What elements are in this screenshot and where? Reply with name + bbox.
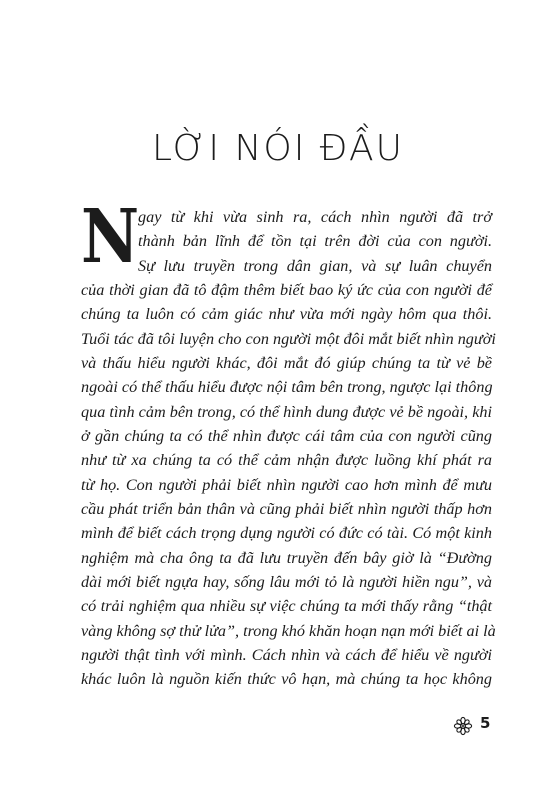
page-number: 5 xyxy=(480,714,491,732)
text-line: vàng không sợ thử lửa”, trong khó khăn hoạn nạn mới biết ai là xyxy=(81,622,496,640)
text-line: ở gần chúng ta có thể nhìn được cái tâm của con người cũng xyxy=(81,427,492,445)
text-line: cầu phát triển bản thân và cũng phải biết nhìn người thấp hơn xyxy=(81,500,492,518)
text-line: của thời gian đã tô đậm thêm biết bao ký ức của con người để xyxy=(81,281,492,299)
text-line: gay từ khi vừa sinh ra, cách nhìn người đã trở xyxy=(138,208,492,226)
text-line: như từ xa chúng ta có thể cảm nhận được luồng khí phát ra xyxy=(81,451,492,469)
text-line: có trải nghiệm qua nhiều sự việc chúng ta mới thấy rằng “thật xyxy=(81,597,492,615)
text-line: ngoài có thể thấu hiểu được nội tâm bên trong, ngược lại thông xyxy=(81,378,493,396)
flower-ornament-icon xyxy=(453,716,473,736)
text-line: Sự lưu truyền trong dân gian, và sự luân chuyển xyxy=(138,257,492,275)
text-line: thành bản lĩnh để tồn tại trên đời của con người. xyxy=(138,232,492,250)
text-line: và thấu hiểu người khác, đôi mắt đó giúp chúng ta từ vẻ bề xyxy=(81,354,492,372)
text-line: chúng ta luôn có cảm giác như vừa mới ngày hôm qua thôi. xyxy=(81,305,492,323)
text-line: qua tình cảm bên trong, có thể hình dung được vẻ bề ngoài, khi xyxy=(81,403,492,421)
text-line: Tuổi tác đã tôi luyện cho con người một đôi mắt biết nhìn người xyxy=(81,330,496,348)
text-line: dài mới biết ngựa hay, sống lâu mới tỏ là người hiền ngu”, và xyxy=(81,573,492,591)
text-line: từ họ. Con người phải biết nhìn người cao hơn mình để mưu xyxy=(81,476,492,494)
text-line: khác luôn là nguồn kiến thức vô hạn, mà chúng ta học không xyxy=(81,670,492,688)
page-title: LỜI NÓI ĐẦU xyxy=(151,128,405,169)
text-line: nghiệm mà cha ông ta đã lưu truyền đến bây giờ là “Đường xyxy=(81,549,492,567)
text-line: mình để biết cách trọng dụng người có đức có tài. Có một kinh xyxy=(81,524,492,542)
text-line: người thật tình với mình. Cách nhìn và cách để hiểu về người xyxy=(81,646,492,664)
drop-cap: N xyxy=(81,194,140,280)
